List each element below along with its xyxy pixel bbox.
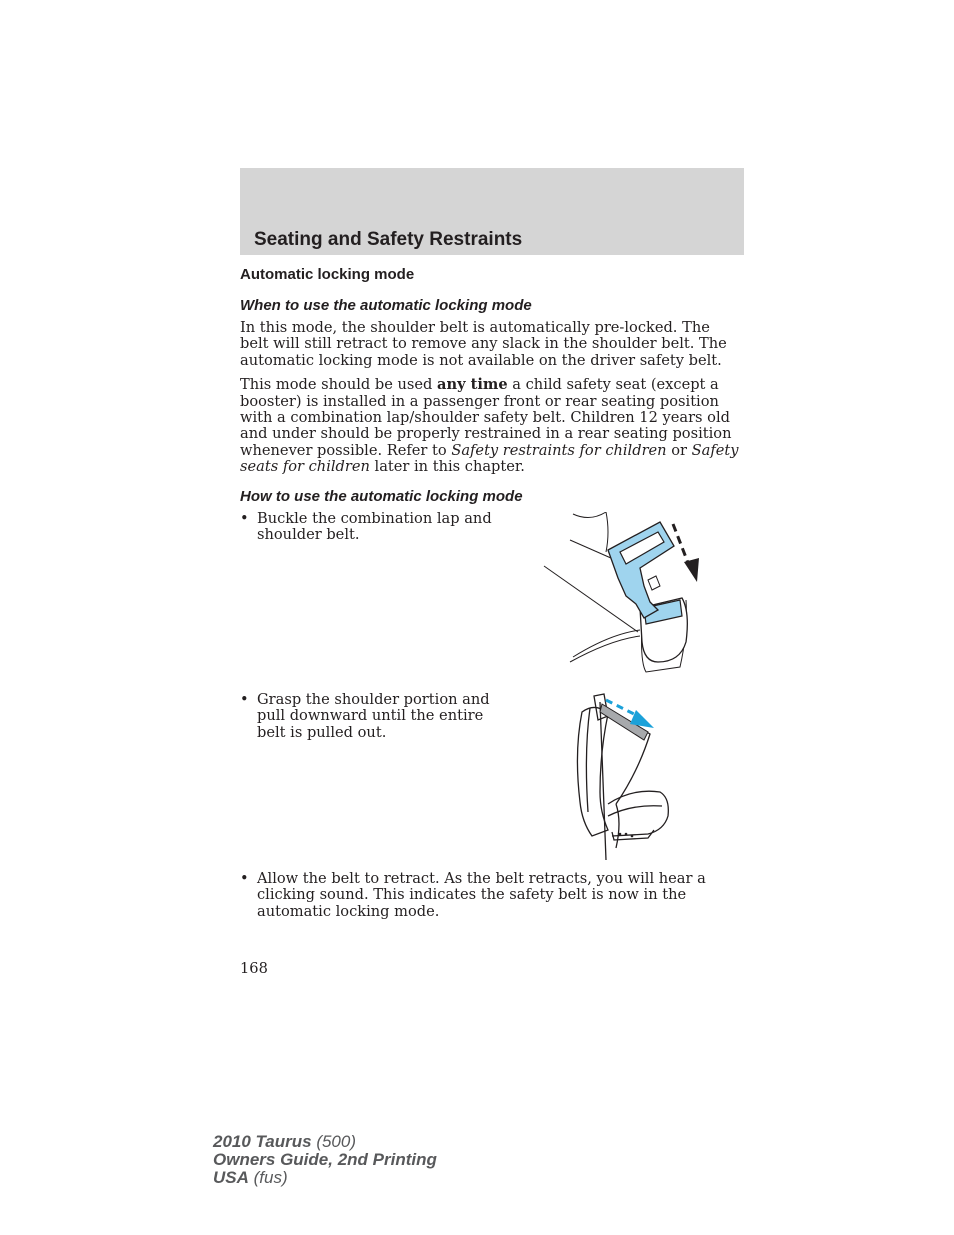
footer-market-code: (fus): [248, 1168, 288, 1187]
section-title: Seating and Safety Restraints: [254, 229, 523, 250]
seat-shoulder-belt-illustration: [572, 692, 677, 860]
page-number: 168: [240, 960, 268, 977]
footer-model-code: (500): [311, 1132, 357, 1151]
footer-market: USA: [213, 1168, 249, 1187]
bullet-item-1: [240, 511, 497, 544]
document-footer: [213, 1133, 437, 1187]
para2-emphasis: any time: [437, 376, 508, 394]
section-header-band: [240, 168, 744, 255]
footer-line-1: [213, 1133, 437, 1151]
subheading-how-to-use: How to use the automatic locking mode: [240, 487, 523, 505]
footer-line-2: [213, 1151, 437, 1169]
subheading-when-to-use: When to use the automatic locking mode: [240, 297, 532, 314]
buckle-insertion-illustration: [540, 512, 705, 680]
bullet-item-2: [240, 692, 497, 741]
para2-text-1: This mode should be used: [240, 376, 438, 394]
bullet-text-2: Grasp the shoulder portion and pull downward until the entire belt is pulled out.: [257, 691, 490, 741]
para2-text-2: a child safety seat (except a booster) is installed in a passenger front or rear seating position with a combination lap/shoulder safety belt. Children 12 years old and under should be properly restrained in a rear seating position whenever possible. Refer to: [240, 376, 732, 459]
bullet-symbol: •: [240, 691, 249, 708]
bullet-symbol: •: [240, 870, 249, 887]
bullet-text-3: Allow the belt to retract. As the belt retracts, you will hear a clicking sound. This indicates the safety belt is now in the automatic locking mode.: [257, 870, 706, 920]
footer-line-3: [213, 1169, 437, 1187]
para2-text-3: later in this chapter.: [369, 458, 525, 476]
cross-reference-safety-seats: Safety seats for children: [240, 441, 739, 476]
paragraph-when-to-use: [240, 377, 740, 475]
heading-automatic-locking-mode: Automatic locking mode: [240, 266, 415, 283]
para2-text-or: or: [666, 441, 692, 459]
bullet-text-1: Buckle the combination lap and shoulder belt.: [257, 510, 492, 544]
footer-model: 2010 Taurus: [213, 1132, 312, 1151]
footer-guide-edition: Owners Guide, 2nd Printing: [213, 1150, 437, 1169]
paragraph-mode-description: In this mode, the shoulder belt is automatically pre-locked. The belt will still retract to remove any slack in the shoulder belt. The automatic locking mode is not available on the driver safety belt.: [240, 319, 727, 369]
bullet-item-3: [240, 871, 757, 920]
bullet-symbol: •: [240, 510, 249, 527]
main-content: [240, 266, 740, 511]
cross-reference-safety-restraints: Safety restraints for children: [451, 441, 667, 459]
